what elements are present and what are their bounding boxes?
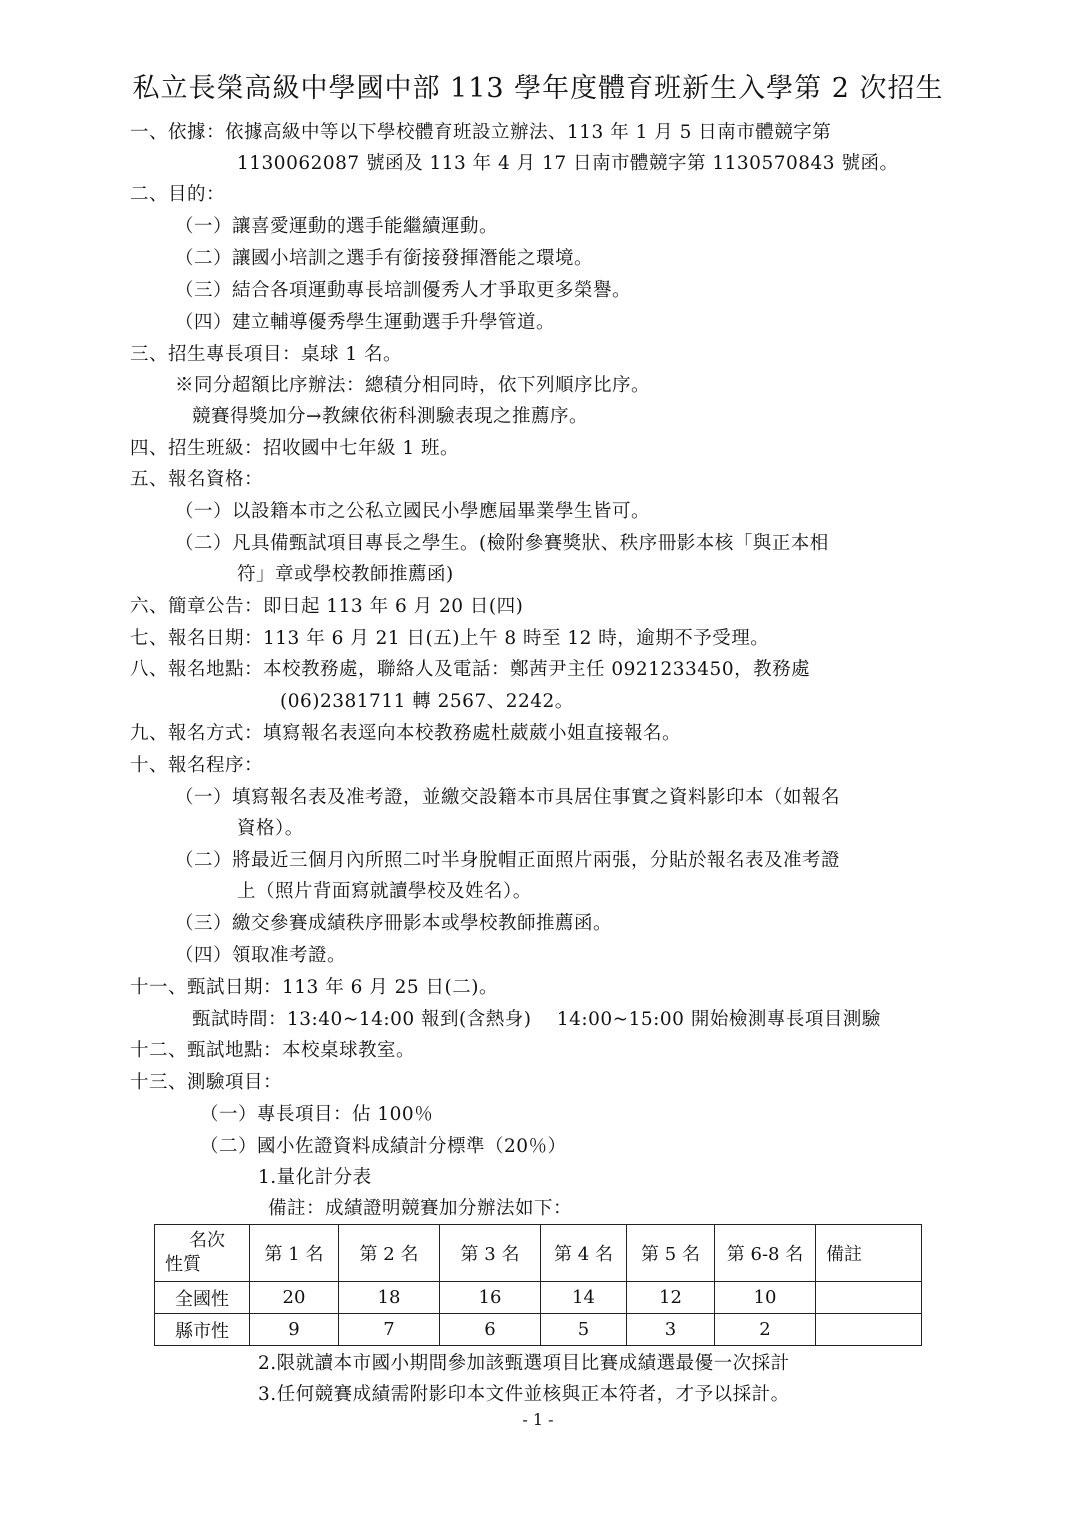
section-12-exam-location: 十二、甄試地點：本校桌球教室。 (130, 1040, 416, 1061)
document-title: 私立長榮高級中學國中部 113 學年度體育班新生入學第 2 次招生 (132, 73, 944, 104)
national-rank-5: 12 (627, 1282, 715, 1314)
purpose-item-2: （二）讓國小培訓之選手有銜接發揮潛能之環境。 (175, 248, 594, 269)
purpose-item-1: （一）讓喜愛運動的選手能繼續運動。 (175, 216, 499, 237)
county-rank-1: 9 (250, 1314, 339, 1346)
corner-rank-label: 名次 (189, 1230, 225, 1251)
section-7-registration-date: 七、報名日期：113 年 6 月 21 日(五)上午 8 時至 12 時，逾期不予受理。 (130, 628, 770, 649)
corner-type-label: 性質 (165, 1254, 201, 1275)
section-4-class: 四、招生班級：招收國中七年級 1 班。 (130, 438, 460, 459)
header-remarks: 備註 (816, 1225, 922, 1282)
score-table-header-row (155, 1225, 922, 1282)
county-rank-2: 7 (339, 1314, 440, 1346)
quantified-score-table-label: 1.量化計分表 (258, 1167, 372, 1188)
page-number: - 1 - (522, 1410, 554, 1429)
tiebreak-order: 競賽得獎加分→教練依術科測驗表現之推薦序。 (192, 406, 589, 427)
purpose-item-4: （四）建立輔導優秀學生運動選手升學管道。 (175, 312, 556, 333)
header-rank-2: 第 2 名 (339, 1225, 440, 1282)
score-table-corner (155, 1225, 250, 1282)
national-rank-3: 16 (440, 1282, 541, 1314)
registration-phone: (06)2381711 轉 2567、2242。 (280, 691, 574, 712)
national-remarks (816, 1282, 922, 1314)
procedure-item-2-cont: 上（照片背面寫就讀學校及姓名）。 (237, 881, 532, 902)
score-table (154, 1224, 922, 1346)
section-1-basis: 一、依據：依據高級中等以下學校體育班設立辦法、113 年 1 月 5 日南市體競字第 (130, 122, 832, 143)
test-item-1: （一）專長項目：佔 100％ (200, 1104, 434, 1125)
row-label-county: 縣市性 (155, 1314, 250, 1346)
section-9-registration-method: 九、報名方式：填寫報名表逕向本校教務處杜葳葳小姐直接報名。 (130, 723, 682, 744)
procedure-item-1-cont: 資格）。 (237, 818, 304, 839)
header-rank-3: 第 3 名 (440, 1225, 541, 1282)
row-label-national: 全國性 (155, 1282, 250, 1314)
eligibility-item-2-cont: 符」章或學校教師推薦函) (237, 564, 454, 585)
procedure-item-4: （四）領取准考證。 (175, 945, 347, 966)
national-rank-6-8: 10 (715, 1282, 816, 1314)
table-row-county (155, 1314, 922, 1346)
section-13-test-items: 十三、測驗項目： (130, 1072, 283, 1093)
exam-time: 甄試時間：13:40~14:00 報到(含熱身) 14:00~15:00 開始檢測專長項目測驗 (192, 1009, 881, 1030)
header-rank-4: 第 4 名 (541, 1225, 627, 1282)
procedure-item-3: （三）繳交參賽成績秩序冊影本或學校教師推薦函。 (175, 913, 613, 934)
purpose-item-3: （三）結合各項運動專長培訓優秀人才爭取更多榮譽。 (175, 280, 632, 301)
section-5-eligibility: 五、報名資格： (130, 469, 264, 490)
score-rule-2: 2.限就讀本市國小期間參加該甄選項目比賽成績選最優一次採計 (258, 1353, 790, 1374)
section-11-exam-date: 十一、甄試日期：113 年 6 月 25 日(二)。 (130, 977, 498, 998)
county-rank-6-8: 2 (715, 1314, 816, 1346)
section-8-registration-location: 八、報名地點：本校教務處，聯絡人及電話：鄭茜尹主任 0921233450，教務處 (130, 659, 811, 680)
county-remarks (816, 1314, 922, 1346)
section-10-procedure: 十、報名程序： (130, 755, 264, 776)
header-rank-1: 第 1 名 (250, 1225, 339, 1282)
header-rank-6-8: 第 6-8 名 (715, 1225, 816, 1282)
county-rank-5: 3 (627, 1314, 715, 1346)
header-rank-5: 第 5 名 (627, 1225, 715, 1282)
county-rank-3: 6 (440, 1314, 541, 1346)
tiebreak-rule: ※同分超額比序辦法：總積分相同時，依下列順序比序。 (175, 375, 651, 396)
section-3-specialty: 三、招生專長項目：桌球 1 名。 (130, 344, 403, 365)
procedure-item-1: （一）填寫報名表及准考證，並繳交設籍本市具居住事實之資料影印本（如報名 (175, 787, 841, 808)
score-rule-3: 3.任何競賽成績需附影印本文件並核與正本符者，才予以採計。 (258, 1384, 790, 1405)
table-row-national (155, 1282, 922, 1314)
test-item-2: （二）國小佐證資料成績計分標準（20％） (200, 1136, 567, 1157)
eligibility-item-2: （二）凡具備甄試項目專長之學生。(檢附參賽獎狀、秩序冊影本核「與正本相 (175, 533, 829, 554)
national-rank-4: 14 (541, 1282, 627, 1314)
eligibility-item-1: （一）以設籍本市之公私立國民小學應屆畢業學生皆可。 (175, 501, 651, 522)
national-rank-1: 20 (250, 1282, 339, 1314)
score-table-note: 備註：成績證明競賽加分辦法如下： (268, 1198, 573, 1219)
county-rank-4: 5 (541, 1314, 627, 1346)
national-rank-2: 18 (339, 1282, 440, 1314)
procedure-item-2: （二）將最近三個月內所照二吋半身脫帽正面照片兩張，分貼於報名表及准考證 (175, 850, 841, 871)
section-2-purpose: 二、目的： (130, 184, 226, 205)
section-6-announcement: 六、簡章公告：即日起 113 年 6 月 20 日(四) (130, 596, 524, 617)
section-1-basis-cont: 1130062087 號函及 113 年 4 月 17 日南市體競字第 1130570843 號函。 (237, 153, 899, 174)
